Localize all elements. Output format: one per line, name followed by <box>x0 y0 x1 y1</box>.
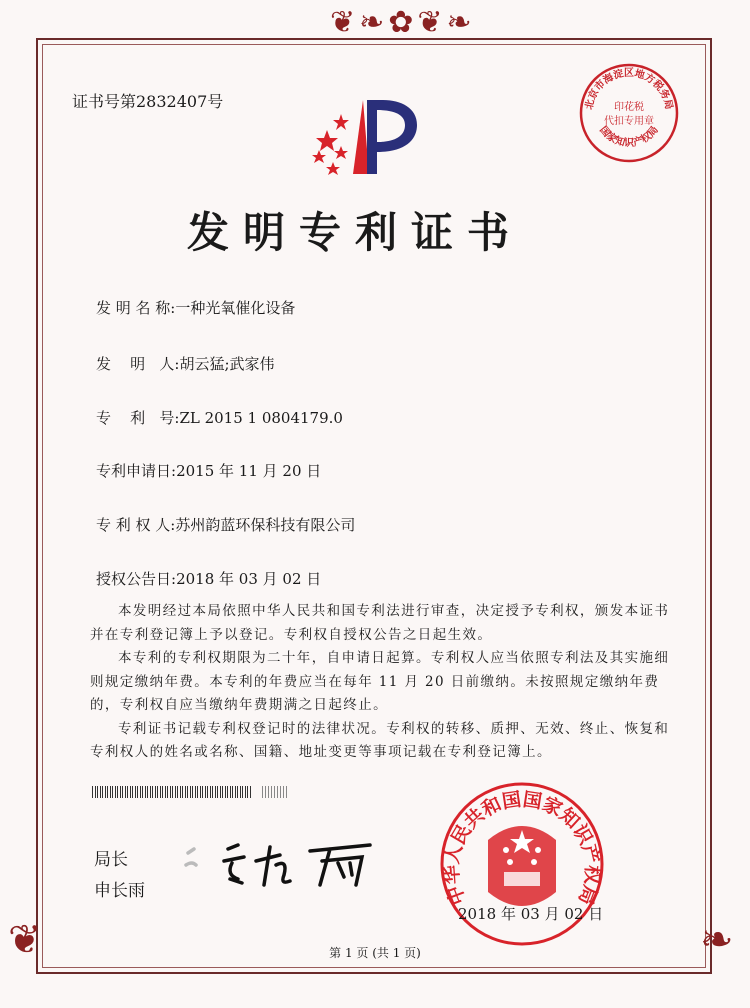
top-ornament: ❦❧✿❦❧ <box>330 5 476 40</box>
page-title: 发明专利证书 <box>186 208 523 257</box>
paragraph: 专利证书记载专利权登记时的法律状况。专利权的转移、质押、无效、终止、恢复和专利权人的姓名或名称、国籍、地址变更等事项记载在专利登记簿上。 <box>90 720 670 760</box>
field-application-date: 专利申请日:2015 年 11 月 20 日 <box>96 462 322 480</box>
svg-text:代扣专用章: 代扣专用章 <box>604 116 654 127</box>
ornament-bottom-right: ❧ <box>700 917 734 963</box>
page-number: 第 1 页 (共 1 页) <box>329 946 421 960</box>
stamp-tax-seal <box>578 62 680 164</box>
certificate-body <box>90 600 676 765</box>
field-inventors: 发 明 人:胡云猛;武家伟 <box>96 355 275 373</box>
director-name: 申长雨 <box>94 881 145 901</box>
field-patent-number: 专 利 号:ZL 2015 1 0804179.0 <box>96 409 343 427</box>
barcode-tail <box>262 786 288 798</box>
svg-text:中华人民共和国国家知识产权局: 中华人民共和国国家知识产权局 <box>440 788 604 908</box>
paragraph: 本专利的专利权期限为二十年，自申请日起算。专利权人应当依照专利法及其实施细则规定缴纳年费。本专利的年费应当在每年 11 月 20 日前缴纳。未按照规定缴纳年费的，专利权自应当缴纳年费期满之日起终止。 <box>90 650 670 713</box>
director-title: 局长 <box>94 850 128 870</box>
ornament-bottom-left: ❦ <box>8 917 42 963</box>
cnipa-logo <box>305 92 425 182</box>
certificate-number: 证书号第2832407号 <box>72 92 224 111</box>
svg-text:印花税: 印花税 <box>614 102 644 113</box>
svg-text:北京市海淀区地方税务局: 北京市海淀区地方税务局 <box>583 68 675 111</box>
svg-text:国家知识产权局: 国家知识产权局 <box>597 124 661 150</box>
paragraph: 本发明经过本局依照中华人民共和国专利法进行审查，决定授予专利权，颁发本证书并在专利登记簿上予以登记。专利权自授权公告之日起生效。 <box>90 603 670 643</box>
field-patentee: 专 利 权 人:苏州韵蓝环保科技有限公司 <box>96 516 356 534</box>
director-signature <box>180 835 380 895</box>
seal-date: 2018 年 03 月 02 日 <box>458 905 604 923</box>
field-grant-date: 授权公告日:2018 年 03 月 02 日 <box>96 570 322 588</box>
barcode <box>92 786 252 798</box>
certificate-inner-border <box>42 44 706 968</box>
field-invention-name: 发 明 名 称:一种光氧催化设备 <box>96 299 296 317</box>
